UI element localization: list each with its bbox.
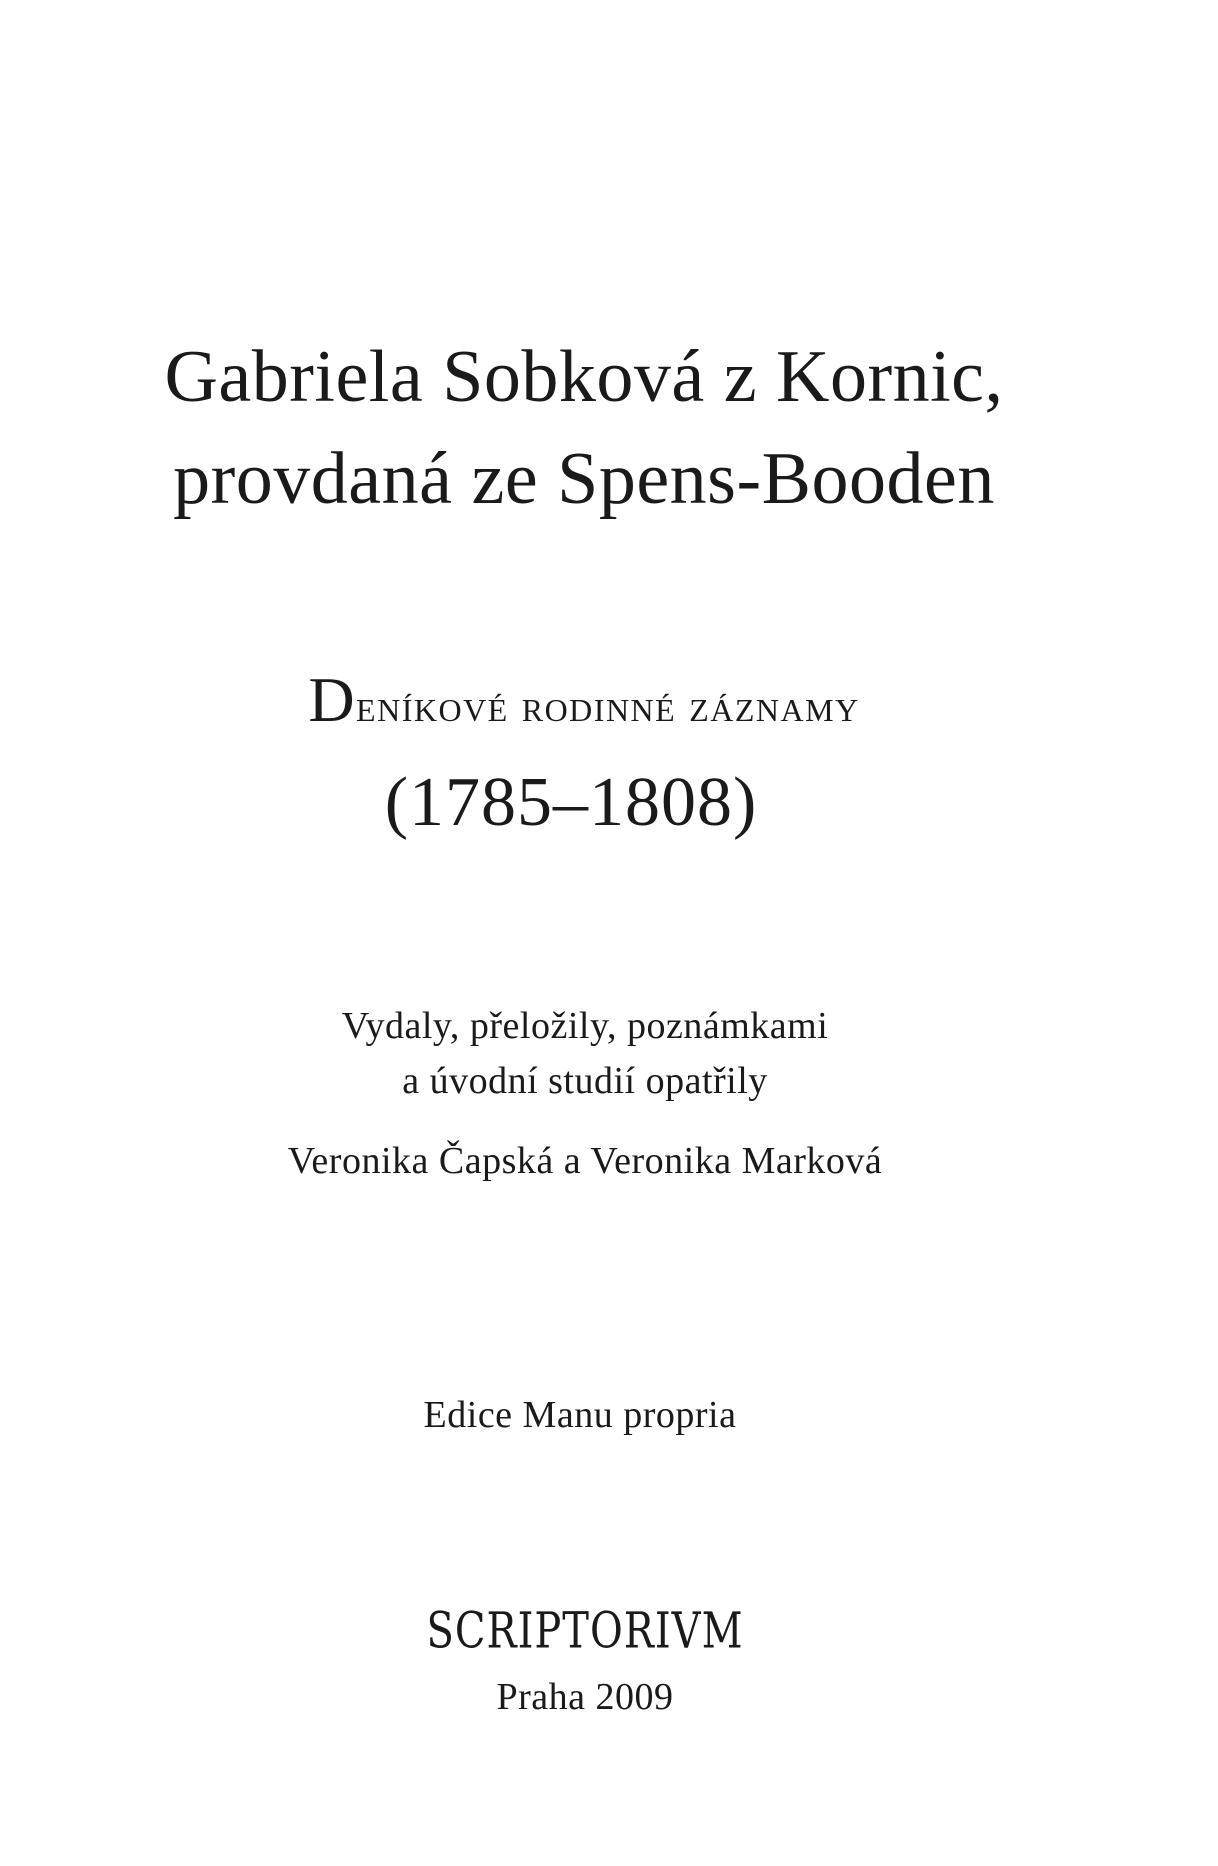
author-name-line-2: provdaná ze Spens-Booden bbox=[173, 438, 995, 520]
publication-place-year: Praha 2009 bbox=[496, 1676, 674, 1718]
book-title-rest: eníkové rodinné záznamy bbox=[356, 680, 860, 731]
publisher-logo: SCRIPTORIVM bbox=[426, 1602, 744, 1660]
credits-line-2: a úvodní studií opatřily bbox=[402, 1060, 768, 1102]
credits-line-1: Vydaly, přeložily, poznámkami bbox=[341, 1005, 829, 1047]
book-title bbox=[0, 664, 1193, 735]
editors-names: Veronika Čapská a Veronika Marková bbox=[287, 1140, 883, 1182]
book-title-years: (1785–1808) bbox=[384, 764, 758, 841]
book-title-initial: D bbox=[308, 664, 357, 735]
series-name: Edice Manu propria bbox=[423, 1394, 737, 1436]
author-name-line-1: Gabriela Sobková z Kornic, bbox=[164, 336, 1004, 418]
